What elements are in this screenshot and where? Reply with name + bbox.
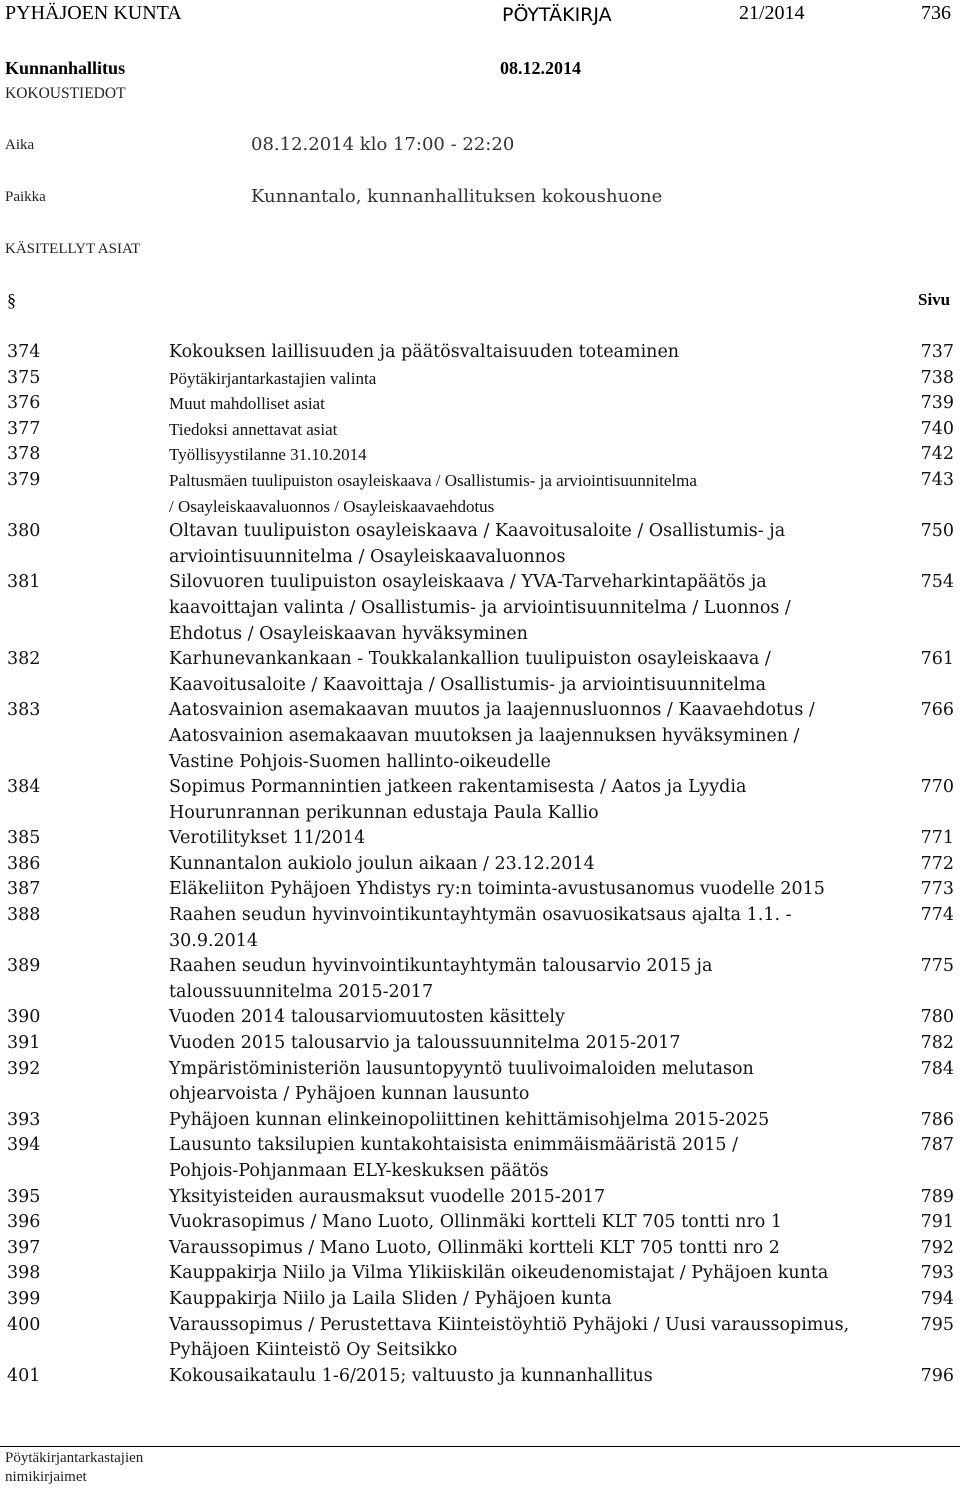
item-number: 387 [7,879,41,900]
item-number: 397 [7,1237,41,1258]
item-page: 766 [920,700,954,721]
table-row [0,1364,960,1390]
item-number: 396 [7,1212,41,1233]
item-title: Varaussopimus / Mano Luoto, Ollinmäki kortteli KLT 705 tontti nro 2 [169,1237,780,1258]
page-column-label: Sivu [918,290,951,309]
item-page: 737 [920,342,954,362]
item-page: 754 [920,572,954,593]
table-row [0,366,960,392]
table-row [0,1261,960,1287]
item-number: 382 [7,649,41,670]
item-number: 395 [7,1186,41,1207]
table-row [0,1005,960,1031]
item-page: 786 [920,1109,954,1130]
item-number: 375 [7,367,41,388]
item-title: Paltusmäen tuulipuiston osayleiskaava / Osallistumis- ja arviointisuunnitelma / Osayleiskaavaluonnos / Osayleiskaavaehdotus [169,470,697,516]
table-row [0,1057,960,1108]
item-number: 401 [7,1365,41,1386]
item-title: Sopimus Pormannintien jatkeen rakentamisesta / Aatos ja Lyydia Hourunrannan perikunnan edustaja Paula Kallio [169,777,747,823]
item-title: Ympäristöministeriön lausuntopyyntö tuulivoimaloiden melutason ohjearvoista / Pyhäjoen kunnan lausunto [169,1058,754,1105]
item-page: 771 [920,828,954,849]
item-title: Kauppakirja Niilo ja Laila Sliden / Pyhäjoen kunta [169,1288,612,1309]
item-number: 394 [7,1135,41,1156]
item-page: 787 [920,1135,954,1156]
table-row [0,442,960,468]
item-page: 740 [920,418,954,439]
table-row [0,903,960,954]
item-number: 376 [7,393,41,414]
table-row [0,775,960,826]
table-row [0,877,960,903]
item-page: 739 [920,393,954,414]
table-row [0,1287,960,1313]
table-row [0,1133,960,1184]
table-row [0,570,960,647]
item-page: 780 [920,1007,954,1028]
table-row [0,340,960,366]
item-title: Pöytäkirjantarkastajien valinta [169,368,377,388]
table-row [0,1210,960,1236]
governing-body: Kunnanhallitus [5,58,126,78]
item-page: 796 [920,1365,954,1386]
table-row [0,826,960,852]
table-row [0,468,960,519]
item-page: 774 [920,905,954,926]
item-page: 773 [920,879,954,900]
item-number: 390 [7,1007,41,1028]
item-number: 381 [7,572,41,593]
item-title: Vuoden 2015 talousarvio ja taloussuunnitelma 2015-2017 [169,1033,681,1054]
table-row [0,519,960,570]
footer-line-2: nimikirjaimet [5,1469,87,1485]
item-number: 393 [7,1109,41,1130]
item-number: 374 [7,342,41,362]
item-title: Aatosvainion asemakaavan muutos ja laajennusluonnos / Kaavaehdotus / Aatosvainion asemakaavan muutoksen ja laajennuksen hyväksyminen / Vastine Pohjois-Suomen hallinto-oikeudelle [169,700,815,772]
footer-line-1: Pöytäkirjantarkastajien [5,1450,144,1466]
item-number: 384 [7,777,41,798]
item-number: 385 [7,828,41,849]
item-number: 377 [7,418,41,439]
page-number: 736 [921,2,951,24]
item-number: 379 [7,469,41,490]
item-page: 742 [920,444,954,465]
item-page: 761 [920,649,954,670]
item-number: 392 [7,1058,41,1079]
municipality-name: PYHÄJOEN KUNTA [5,2,182,24]
item-title: Oltavan tuulipuiston osayleiskaava / Kaavoitusaloite / Osallistumis- ja arviointisuunnitelma / Osayleiskaavaluonnos [169,521,786,567]
item-title: Kokousaikataulu 1-6/2015; valtuusto ja kunnanhallitus [169,1365,653,1386]
item-page: 743 [920,469,954,490]
table-row [0,647,960,698]
item-number: 399 [7,1288,41,1309]
table-row [0,698,960,775]
item-number: 383 [7,700,41,721]
item-number: 391 [7,1033,41,1054]
item-number: 386 [7,853,41,874]
item-title: Vuokrasopimus / Mano Luoto, Ollinmäki kortteli KLT 705 tontti nro 1 [169,1212,783,1233]
item-page: 784 [920,1058,954,1079]
place-label: Paikka [5,189,46,205]
table-row [0,1108,960,1134]
time-label: Aika [5,137,35,153]
table-row [0,391,960,417]
items-table [0,340,960,1389]
item-page: 795 [920,1314,954,1335]
table-row [0,1313,960,1364]
item-title: Silovuoren tuulipuiston osayleiskaava / YVA-Tarveharkintapäätös ja kaavoittajan valinta / Osallistumis- ja arviointisuunnitelma / Luonnos / Ehdotus / Osayleiskaavan hyväksyminen [169,572,791,644]
item-title: Varaussopimus / Perustettava Kiinteistöyhtiö Pyhäjoki / Uusi varaussopimus, Pyhäjoen Kiinteistö Oy Seitsikko [169,1314,850,1361]
item-page: 772 [920,853,954,874]
item-title: Kunnantalon aukiolo joulun aikaan / 23.12.2014 [169,853,595,874]
item-number: 398 [7,1263,41,1284]
document-number: 21/2014 [739,2,805,24]
items-heading: KÄSITELLYT ASIAT [5,241,141,257]
item-number: 388 [7,905,41,926]
table-row [0,1031,960,1057]
item-title: Yksityisteiden aurausmaksut vuodelle 2015-2017 [169,1186,606,1207]
item-page: 775 [920,956,954,977]
item-number: 400 [7,1314,41,1335]
item-page: 789 [920,1186,954,1207]
item-title: Kauppakirja Niilo ja Vilma Ylikiiskilän oikeudenomistajat / Pyhäjoen kunta [169,1263,829,1284]
item-page: 770 [920,777,954,798]
item-page: 793 [920,1263,954,1284]
item-title: Raahen seudun hyvinvointikuntayhtymän talousarvio 2015 ja taloussuunnitelma 2015-2017 [169,956,713,1002]
item-title: Verotilitykset 11/2014 [169,828,366,849]
item-title: Kokouksen laillisuuden ja päätösvaltaisuuden toteaminen [169,342,680,362]
footer-rule [0,1446,960,1447]
item-number: 389 [7,956,41,977]
table-row [0,954,960,1005]
item-page: 782 [920,1033,954,1054]
item-title: Työllisyystilanne 31.10.2014 [169,445,367,465]
document-type: PÖYTÄKIRJA [502,4,612,26]
table-row [0,1185,960,1211]
section-symbol: § [7,290,16,310]
table-row [0,852,960,878]
place-value: Kunnantalo, kunnanhallituksen kokoushuone [251,186,663,207]
item-title: Raahen seudun hyvinvointikuntayhtymän osavuosikatsaus ajalta 1.1. - 30.9.2014 [169,905,792,951]
item-page: 750 [920,521,954,542]
item-page: 794 [920,1288,954,1309]
table-row [0,1236,960,1262]
item-title: Eläkeliiton Pyhäjoen Yhdistys ry:n toiminta-avustusanomus vuodelle 2015 [169,879,825,900]
item-title: Karhunevankankaan - Toukkalankallion tuulipuiston osayleiskaava / Kaavoitusaloite / Kaavoittaja / Osallistumis- ja arviointisuunnitelma [169,649,771,695]
item-page: 738 [920,367,954,388]
meeting-date: 08.12.2014 [500,58,581,78]
item-title: Pyhäjoen kunnan elinkeinopoliittinen kehittämisohjelma 2015-2025 [169,1109,770,1130]
item-number: 380 [7,521,41,542]
item-page: 792 [920,1237,954,1258]
time-value: 08.12.2014 klo 17:00 - 22:20 [251,134,515,155]
section-heading: KOKOUSTIEDOT [5,85,126,102]
item-title: Vuoden 2014 talousarviomuutosten käsittely [169,1007,565,1028]
item-title: Muut mahdolliset asiat [169,394,325,414]
table-row [0,417,960,443]
item-title: Lausunto taksilupien kuntakohtaisista enimmäismääristä 2015 / Pohjois-Pohjanmaan ELY-keskuksen päätös [169,1135,739,1181]
item-number: 378 [7,444,41,465]
item-page: 791 [920,1212,954,1233]
item-title: Tiedoksi annettavat asiat [169,419,338,439]
